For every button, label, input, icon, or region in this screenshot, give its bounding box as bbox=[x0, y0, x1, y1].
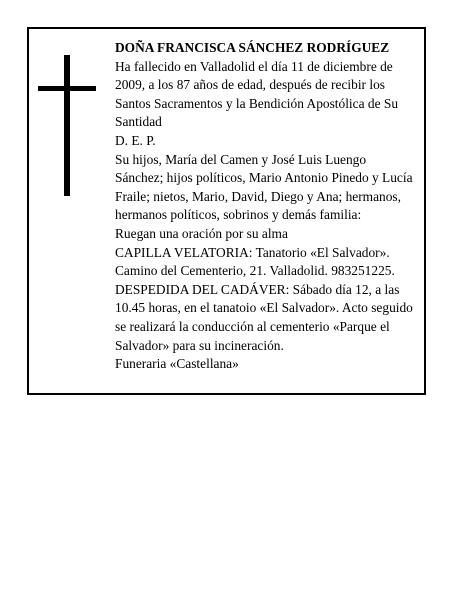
family-list: Su hijos, María del Camen y José Luis Luengo Sánchez; hijos políticos, Mario Antonio Pinedo y Lucía Fraile; nietos, Mario, David, Diego y Ana; hermanos, hermanos políticos, sobrinos y demás familia: bbox=[115, 151, 413, 223]
prayer-request: Ruegan una oración por su alma bbox=[115, 225, 288, 241]
death-announcement: Ha fallecido en Valladolid el día 11 de diciembre de 2009, a los 87 años de edad, después de recibir los Santos Sacramentos y la Bendición Apostólica de Su Santidad bbox=[115, 58, 399, 130]
funeral-home: Funeraria «Castellana» bbox=[115, 356, 239, 372]
chapel-info: CAPILLA VELATORIA: Tanatorio «El Salvador». Camino del Cementerio, 21. Valladolid. 983251225. bbox=[115, 244, 395, 279]
farewell-info: DESPEDIDA DEL CADÁVER: Sábado día 12, a las 10.45 horas, en el tanatoio «El Salvador». Acto seguido se realizará la conducción al cementerio «Parque el Salvador» para su incineración. bbox=[115, 281, 413, 353]
cross-icon bbox=[64, 55, 70, 196]
cross-icon-arm bbox=[38, 86, 96, 91]
rip-abbreviation: D. E. P. bbox=[115, 132, 156, 148]
deceased-name: DOÑA FRANCISCA SÁNCHEZ RODRÍGUEZ bbox=[115, 40, 390, 55]
obituary-text bbox=[115, 39, 415, 374]
